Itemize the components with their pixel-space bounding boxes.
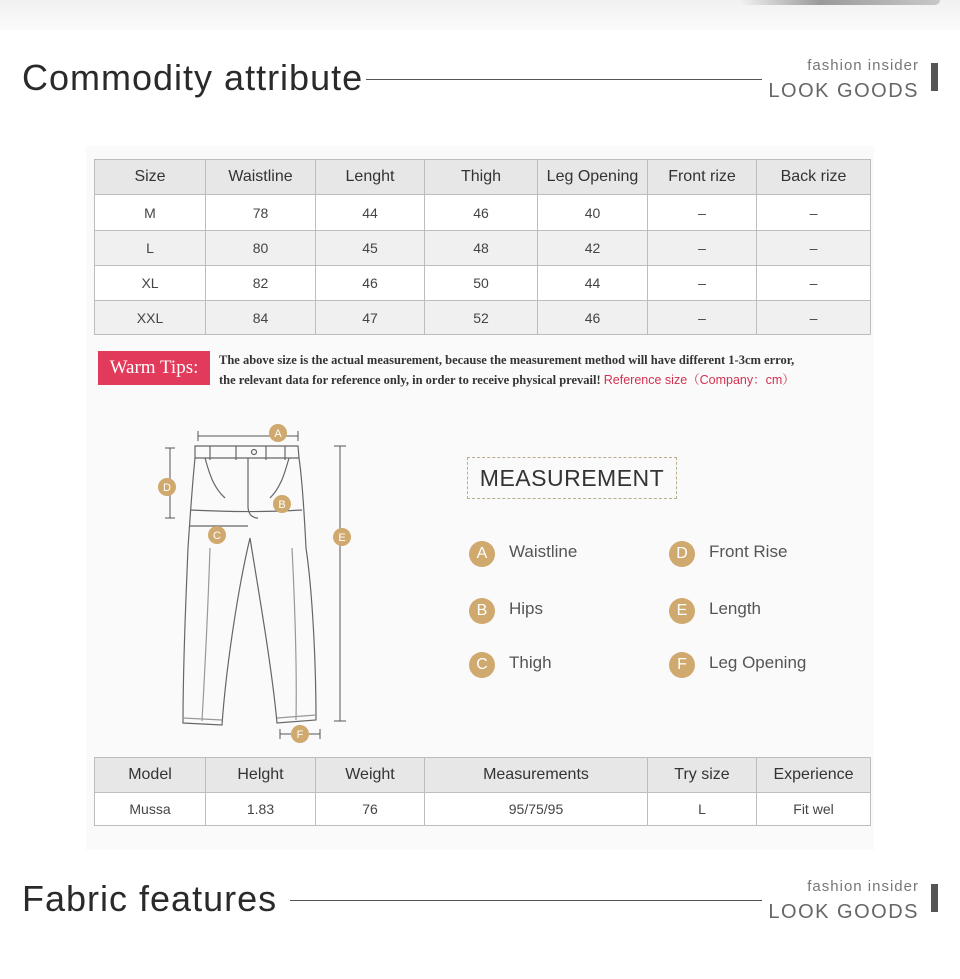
table-cell: – bbox=[757, 231, 871, 266]
table-cell: 76 bbox=[316, 793, 425, 826]
table-cell: 46 bbox=[538, 301, 648, 335]
table-cell: 1.83 bbox=[206, 793, 316, 826]
section-title: Fabric features bbox=[22, 878, 278, 919]
table-row bbox=[95, 301, 871, 335]
table-cell: 46 bbox=[316, 266, 425, 301]
table-cell: 80 bbox=[206, 231, 316, 266]
badge-d-letter: D bbox=[163, 482, 171, 494]
table-cell: – bbox=[757, 301, 871, 335]
table-cell: L bbox=[648, 793, 757, 826]
legend-label: Waistline bbox=[509, 542, 578, 561]
table-cell: Mussa bbox=[95, 793, 206, 826]
section-header-commodity bbox=[0, 57, 960, 137]
letter-badge: D bbox=[669, 541, 695, 567]
header-cell: Weight bbox=[316, 758, 425, 793]
tagline-bar bbox=[931, 884, 938, 912]
letter-badge: A bbox=[469, 541, 495, 567]
warm-tips-badge: Warm Tips: bbox=[98, 351, 210, 385]
table-row bbox=[95, 231, 871, 266]
section-divider bbox=[290, 900, 762, 901]
header-cell: Experience bbox=[757, 758, 871, 793]
letter-badge: F bbox=[669, 652, 695, 678]
top-image-edge bbox=[740, 0, 940, 5]
reference-size-note: Reference size（Company：cm） bbox=[603, 373, 795, 387]
size-table bbox=[94, 159, 871, 335]
section-header-fabric bbox=[0, 878, 960, 958]
table-cell: 47 bbox=[316, 301, 425, 335]
header-cell: Thigh bbox=[425, 160, 538, 195]
table-cell: 40 bbox=[538, 195, 648, 231]
warm-tips-line2 bbox=[219, 370, 869, 390]
legend-label: Thigh bbox=[509, 653, 552, 672]
letter-badge: C bbox=[469, 652, 495, 678]
header-cell: Helght bbox=[206, 758, 316, 793]
table-cell: XL bbox=[95, 266, 206, 301]
header-cell: Front rize bbox=[648, 160, 757, 195]
tagline-small: fashion insider bbox=[807, 878, 919, 895]
table-cell: 44 bbox=[316, 195, 425, 231]
table-cell: – bbox=[648, 266, 757, 301]
warm-tips-line1: The above size is the actual measurement, because the measurement method will have different 1-3cm error, bbox=[219, 353, 795, 367]
table-cell: – bbox=[648, 231, 757, 266]
table-cell: – bbox=[757, 195, 871, 231]
badge-c-letter: C bbox=[213, 530, 221, 542]
tagline-large: LOOK GOODS bbox=[768, 80, 919, 102]
table-cell: 78 bbox=[206, 195, 316, 231]
header-cell: Leg Opening bbox=[538, 160, 648, 195]
tagline-large: LOOK GOODS bbox=[768, 901, 919, 923]
measurement-title: MEASUREMENT bbox=[467, 457, 677, 499]
table-cell: M bbox=[95, 195, 206, 231]
header-cell: Lenght bbox=[316, 160, 425, 195]
badge-b-letter: B bbox=[278, 499, 286, 511]
table-cell: 52 bbox=[425, 301, 538, 335]
table-cell: 95/75/95 bbox=[425, 793, 648, 826]
badge-a-letter: A bbox=[274, 428, 282, 440]
section-divider bbox=[366, 79, 762, 80]
legend-label: Hips bbox=[509, 599, 544, 618]
header-cell: Size bbox=[95, 160, 206, 195]
pants-measurement-diagram bbox=[150, 418, 370, 748]
legend-label: Front Rise bbox=[709, 542, 788, 561]
table-row bbox=[95, 266, 871, 301]
table-cell: 50 bbox=[425, 266, 538, 301]
table-cell: XXL bbox=[95, 301, 206, 335]
table-cell: – bbox=[648, 301, 757, 335]
badge-e-letter: E bbox=[338, 532, 346, 544]
header-cell: Waistline bbox=[206, 160, 316, 195]
header-cell: Try size bbox=[648, 758, 757, 793]
badge-f-letter: F bbox=[296, 729, 304, 741]
model-table-header bbox=[95, 758, 871, 793]
tagline-bar bbox=[931, 63, 938, 91]
legend-label: Length bbox=[709, 599, 761, 618]
table-cell: – bbox=[757, 266, 871, 301]
table-cell: 48 bbox=[425, 231, 538, 266]
table-row bbox=[95, 793, 871, 826]
table-cell: 84 bbox=[206, 301, 316, 335]
tagline-small: fashion insider bbox=[807, 57, 919, 74]
table-cell: 44 bbox=[538, 266, 648, 301]
header-cell: Model bbox=[95, 758, 206, 793]
table-row bbox=[95, 195, 871, 231]
model-table bbox=[94, 757, 871, 826]
table-cell: 45 bbox=[316, 231, 425, 266]
header-cell: Measurements bbox=[425, 758, 648, 793]
table-cell: 82 bbox=[206, 266, 316, 301]
table-cell: – bbox=[648, 195, 757, 231]
table-cell: 42 bbox=[538, 231, 648, 266]
header-cell: Back rize bbox=[757, 160, 871, 195]
section-title: Commodity attribute bbox=[22, 57, 364, 98]
legend-label: Leg Opening bbox=[709, 653, 807, 672]
table-cell: 46 bbox=[425, 195, 538, 231]
letter-badge: B bbox=[469, 598, 495, 624]
top-strip bbox=[0, 0, 960, 30]
table-cell: L bbox=[95, 231, 206, 266]
table-cell: Fit wel bbox=[757, 793, 871, 826]
warm-tips-line2-text: the relevant data for reference only, in order to receive physical prevail! bbox=[219, 373, 601, 387]
pants-waistband bbox=[195, 446, 299, 458]
size-table-header bbox=[95, 160, 871, 195]
warm-tips-text bbox=[219, 350, 869, 390]
letter-badge: E bbox=[669, 598, 695, 624]
